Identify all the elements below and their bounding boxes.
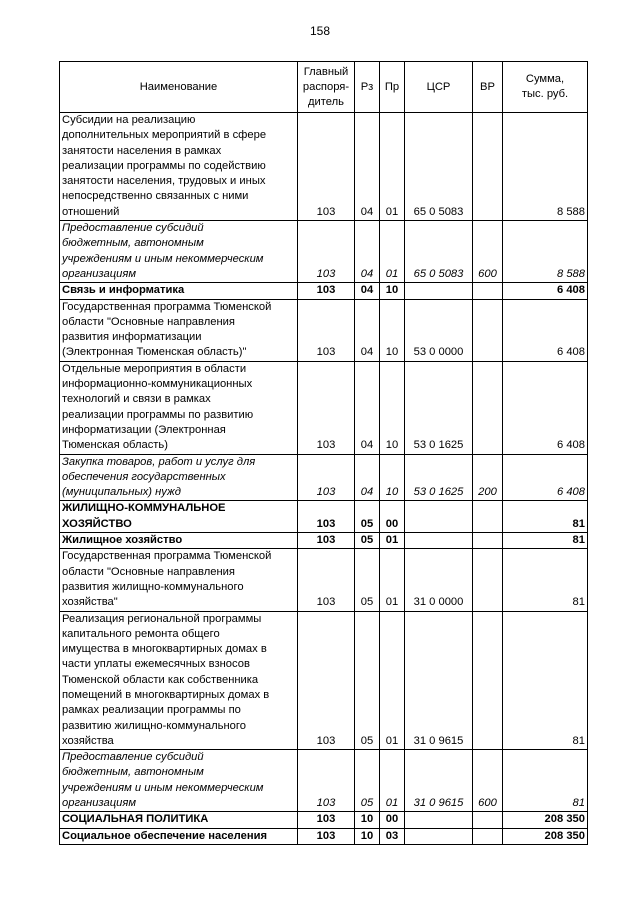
cell-pr: 03 xyxy=(380,828,405,844)
cell-admin: 103 xyxy=(298,299,355,361)
cell-name: ЖИЛИЩНО-КОММУНАЛЬНОЕ ХОЗЯЙСТВО xyxy=(60,501,298,533)
cell-sum: 6 408 xyxy=(503,283,588,299)
cell-sum: 8 588 xyxy=(503,113,588,221)
budget-table xyxy=(59,61,588,845)
table-row xyxy=(60,549,588,611)
cell-vr xyxy=(473,501,503,533)
cell-sum: 81 xyxy=(503,533,588,549)
header-name: Наименование xyxy=(60,62,298,113)
table-row xyxy=(60,533,588,549)
cell-csr: 31 0 9615 xyxy=(405,750,473,812)
cell-admin: 103 xyxy=(298,812,355,828)
cell-name: Социальное обеспечение населения xyxy=(60,828,298,844)
cell-sum: 6 408 xyxy=(503,361,588,454)
cell-csr: 31 0 9615 xyxy=(405,611,473,750)
cell-vr xyxy=(473,828,503,844)
cell-admin: 103 xyxy=(298,283,355,299)
cell-admin: 103 xyxy=(298,533,355,549)
cell-rz: 05 xyxy=(355,611,380,750)
cell-name: Закупка товаров, работ и услуг для обеспечения государственных (муниципальных) нужд xyxy=(60,454,298,501)
table-row xyxy=(60,750,588,812)
cell-csr xyxy=(405,828,473,844)
cell-pr: 01 xyxy=(380,549,405,611)
cell-sum: 208 350 xyxy=(503,812,588,828)
header-admin: Главный распоря- дитель xyxy=(298,62,355,113)
cell-sum: 208 350 xyxy=(503,828,588,844)
cell-csr: 65 0 5083 xyxy=(405,113,473,221)
cell-rz: 10 xyxy=(355,828,380,844)
cell-name: Жилищное хозяйство xyxy=(60,533,298,549)
table-row xyxy=(60,299,588,361)
cell-admin: 103 xyxy=(298,750,355,812)
cell-vr: 600 xyxy=(473,221,503,283)
table-row xyxy=(60,221,588,283)
cell-sum: 8 588 xyxy=(503,221,588,283)
table-row xyxy=(60,812,588,828)
cell-admin: 103 xyxy=(298,113,355,221)
cell-name: Предоставление субсидий бюджетным, автономным учреждениям и иным некоммерческим организациям xyxy=(60,750,298,812)
cell-sum: 6 408 xyxy=(503,299,588,361)
cell-csr xyxy=(405,283,473,299)
cell-rz: 04 xyxy=(355,361,380,454)
cell-pr: 10 xyxy=(380,454,405,501)
cell-name: СОЦИАЛЬНАЯ ПОЛИТИКА xyxy=(60,812,298,828)
cell-rz: 05 xyxy=(355,750,380,812)
cell-sum: 81 xyxy=(503,501,588,533)
header-csr: ЦСР xyxy=(405,62,473,113)
cell-admin: 103 xyxy=(298,611,355,750)
table-row xyxy=(60,113,588,221)
cell-name: Предоставление субсидий бюджетным, автономным учреждениям и иным некоммерческим организациям xyxy=(60,221,298,283)
cell-vr xyxy=(473,533,503,549)
table-row xyxy=(60,454,588,501)
cell-sum: 81 xyxy=(503,549,588,611)
cell-csr: 53 0 1625 xyxy=(405,361,473,454)
cell-csr: 53 0 0000 xyxy=(405,299,473,361)
header-pr: Пр xyxy=(380,62,405,113)
cell-csr: 65 0 5083 xyxy=(405,221,473,283)
cell-name: Субсидии на реализацию дополнительных мероприятий в сфере занятости населения в рамках реализации программы по содействию занятости населения, трудовых и иных непосредственно связанных с ними отношений xyxy=(60,113,298,221)
header-vr: ВР xyxy=(473,62,503,113)
cell-vr xyxy=(473,113,503,221)
table-row xyxy=(60,283,588,299)
cell-admin: 103 xyxy=(298,501,355,533)
cell-csr: 53 0 1625 xyxy=(405,454,473,501)
cell-pr: 00 xyxy=(380,501,405,533)
cell-csr xyxy=(405,812,473,828)
cell-sum: 81 xyxy=(503,611,588,750)
cell-rz: 04 xyxy=(355,299,380,361)
table-row xyxy=(60,501,588,533)
cell-pr: 01 xyxy=(380,611,405,750)
cell-sum: 6 408 xyxy=(503,454,588,501)
cell-rz: 04 xyxy=(355,454,380,501)
cell-pr: 10 xyxy=(380,299,405,361)
cell-vr xyxy=(473,361,503,454)
cell-name: Реализация региональной программы капитального ремонта общего имущества в многоквартирных домах в части уплаты ежемесячных взносов Тюменской области как собственника помещений в многоквартирных домах в рамках реализации программы по развитию жилищно-коммунального хозяйства xyxy=(60,611,298,750)
cell-pr: 01 xyxy=(380,533,405,549)
table-header-row xyxy=(60,62,588,113)
cell-admin: 103 xyxy=(298,549,355,611)
page-number: 158 xyxy=(309,24,331,38)
table-row xyxy=(60,361,588,454)
cell-admin: 103 xyxy=(298,454,355,501)
cell-rz: 05 xyxy=(355,549,380,611)
cell-vr xyxy=(473,812,503,828)
header-rz: Рз xyxy=(355,62,380,113)
cell-csr: 31 0 0000 xyxy=(405,549,473,611)
cell-name: Отдельные мероприятия в области информационно-коммуникационных технологий и связи в рамках реализации программы по развитию информатизации (Электронная Тюменская область) xyxy=(60,361,298,454)
cell-rz: 05 xyxy=(355,501,380,533)
cell-name: Государственная программа Тюменской области "Основные направления развития информатизации (Электронная Тюменская область)" xyxy=(60,299,298,361)
cell-admin: 103 xyxy=(298,361,355,454)
cell-vr xyxy=(473,549,503,611)
cell-vr: 200 xyxy=(473,454,503,501)
cell-pr: 10 xyxy=(380,361,405,454)
cell-pr: 00 xyxy=(380,812,405,828)
cell-csr xyxy=(405,533,473,549)
cell-pr: 10 xyxy=(380,283,405,299)
cell-rz: 10 xyxy=(355,812,380,828)
cell-sum: 81 xyxy=(503,750,588,812)
cell-vr xyxy=(473,283,503,299)
cell-rz: 04 xyxy=(355,113,380,221)
cell-csr xyxy=(405,501,473,533)
cell-name: Связь и информатика xyxy=(60,283,298,299)
cell-admin: 103 xyxy=(298,828,355,844)
cell-name: Государственная программа Тюменской области "Основные направления развития жилищно-коммунального хозяйства" xyxy=(60,549,298,611)
cell-rz: 04 xyxy=(355,283,380,299)
cell-rz: 05 xyxy=(355,533,380,549)
cell-vr xyxy=(473,611,503,750)
cell-pr: 01 xyxy=(380,113,405,221)
header-sum: Сумма, тыс. руб. xyxy=(503,62,588,113)
cell-rz: 04 xyxy=(355,221,380,283)
cell-vr xyxy=(473,299,503,361)
table-row xyxy=(60,611,588,750)
cell-admin: 103 xyxy=(298,221,355,283)
cell-pr: 01 xyxy=(380,221,405,283)
cell-vr: 600 xyxy=(473,750,503,812)
cell-pr: 01 xyxy=(380,750,405,812)
table-row xyxy=(60,828,588,844)
